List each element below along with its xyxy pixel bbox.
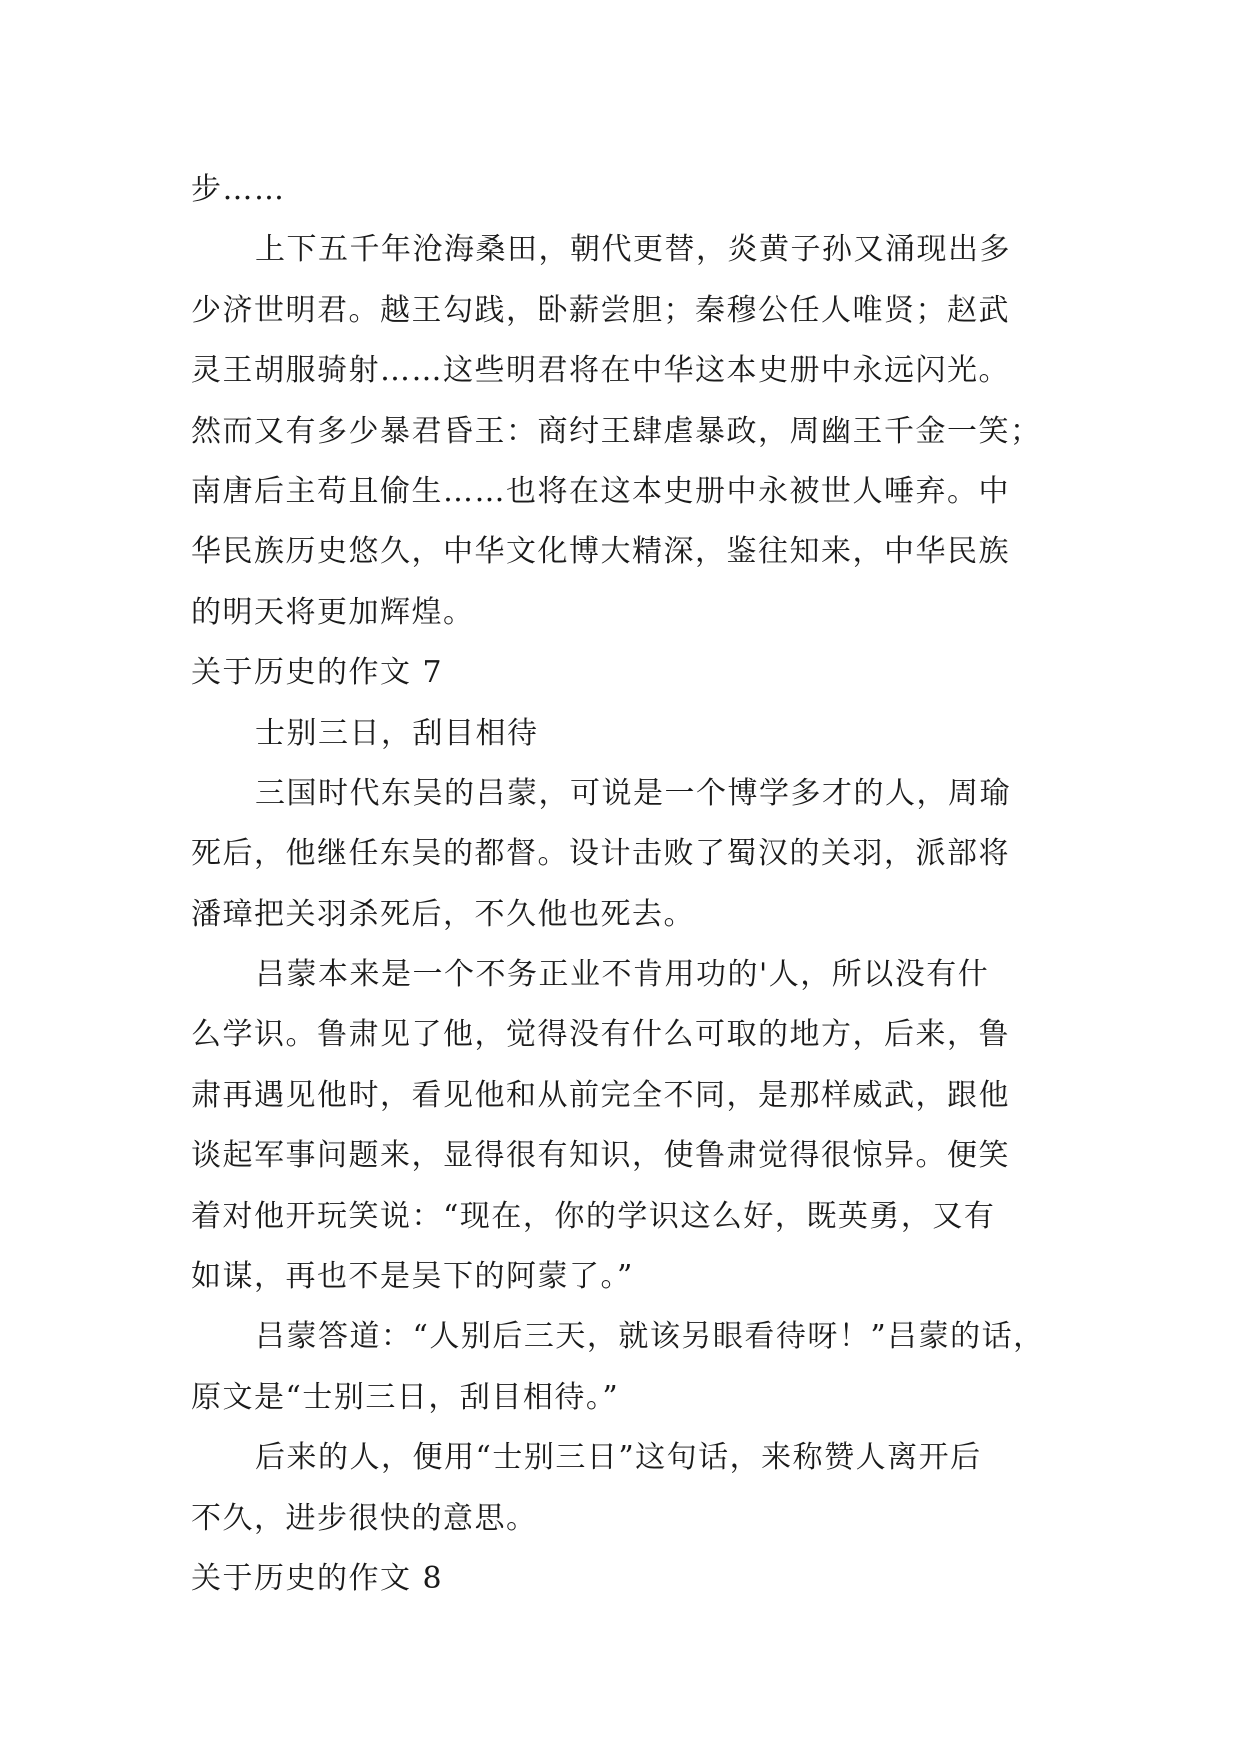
- text-line: 的明天将更加辉煌。: [191, 594, 475, 630]
- text-line: 步……: [191, 172, 286, 207]
- text-line: 三国时代东吴的吕蒙，可说是一个博学多才的人，周瑜: [255, 775, 1011, 811]
- text-line: 死后，他继任东吴的都督。设计击败了蜀汉的关羽，派部将: [191, 836, 1010, 872]
- section-heading: 关于历史的作文 8: [191, 1560, 444, 1596]
- text-line: 然而又有多少暴君昏王：商纣王肆虐暴政，周幽王千金一笑；: [191, 413, 1042, 449]
- text-line: 灵王胡服骑射……这些明君将在中华这本史册中永远闪光。: [191, 353, 1010, 389]
- text-line: 原文是“士别三日，刮目相待。”: [191, 1379, 620, 1415]
- text-line: 么学识。鲁肃见了他，觉得没有什么可取的地方，后来，鲁: [191, 1017, 1010, 1053]
- text-line: 着对他开玩笑说：“现在，你的学识这么好，既英勇，又有: [191, 1198, 996, 1234]
- section-heading: 关于历史的作文 7: [191, 655, 444, 691]
- text-line: 谈起军事问题来，显得很有知识，使鲁肃觉得很惊异。便笑: [191, 1138, 1010, 1174]
- text-line: 南唐后主苟且偷生……也将在这本史册中永被世人唾弃。中: [191, 473, 1010, 509]
- text-line: 肃再遇见他时，看见他和从前完全不同，是那样威武，跟他: [191, 1077, 1010, 1113]
- text-line: 吕蒙答道：“人别后三天，就该另眼看待呀！”吕蒙的话，: [255, 1319, 1045, 1355]
- text-line: 上下五千年沧海桑田，朝代更替，炎黄子孙又涌现出多: [255, 232, 1011, 268]
- text-line: 不久，进步很快的意思。: [191, 1500, 538, 1536]
- document-body: [191, 160, 1051, 1609]
- text-line: 潘璋把关羽杀死后，不久他也死去。: [191, 896, 695, 932]
- text-line: 少济世明君。越王勾践，卧薪尝胆；秦穆公任人唯贤；赵武: [191, 292, 1010, 328]
- text-line: 后来的人，便用“士别三日”这句话，来称赞人离开后: [255, 1440, 982, 1476]
- text-line: 士别三日，刮目相待: [255, 715, 539, 751]
- text-line: 华民族历史悠久，中华文化博大精深，鉴往知来，中华民族: [191, 534, 1010, 570]
- text-line: 吕蒙本来是一个不务正业不肯用功的'人，所以没有什: [255, 957, 990, 993]
- text-line: 如谋，再也不是吴下的阿蒙了。”: [191, 1259, 634, 1295]
